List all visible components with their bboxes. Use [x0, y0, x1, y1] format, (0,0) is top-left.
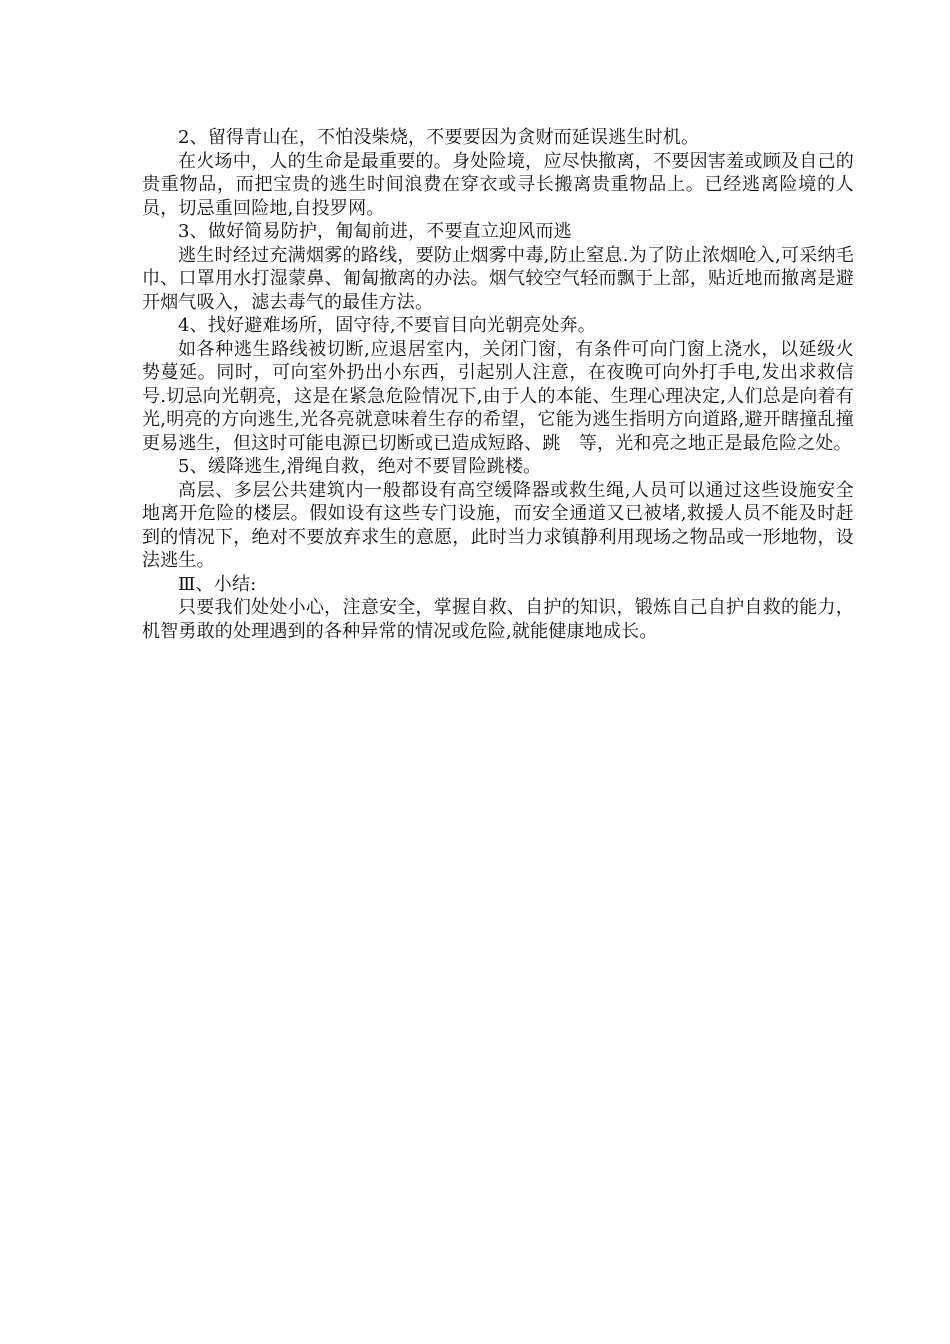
document-body: [142, 126, 854, 643]
paragraph-point-3-body: 逃生时经过充满烟雾的路线，要防止烟雾中毒,防止窒息.为了防止浓烟呛入,可采纳毛巾、口罩用水打湿蒙鼻、匍匐撤离的办法。烟气较空气轻而飘于上部，贴近地而撤离是避开烟气吸入，滤去毒气的最佳方法。: [142, 244, 854, 313]
heading-point-3: 3、做好简易防护，匍匐前进，不要直立迎风而逃: [178, 221, 572, 242]
paragraph-summary-body: 只要我们处处小心，注意安全，掌握自救、自护的知识，锻炼自己自护自救的能力，机智勇敢的处理遇到的各种异常的情况或危险,就能健康地成长。: [142, 597, 854, 642]
heading-point-4: 4、找好避难场所，固守待,不要盲目向光朝亮处奔。: [178, 315, 596, 336]
heading-point-5: 5、缓降逃生,滑绳自救，绝对不要冒险跳楼。: [178, 456, 542, 477]
heading-point-2: 2、留得青山在，不怕没柴烧，不要要因为贪财而延误逃生时机。: [178, 127, 700, 148]
heading-summary: Ⅲ、小结:: [178, 573, 257, 595]
paragraph-point-2-body: 在火场中，人的生命是最重要的。身处险境，应尽快撤离，不要因害羞或顾及自己的贵重物品，而把宝贵的逃生时间浪费在穿衣或寻长搬离贵重物品上。已经逃离险境的人员，切忌重回险地,自投罗网。: [142, 150, 854, 219]
paragraph-point-5-body: 高层、多层公共建筑内一般都设有高空缓降器或救生绳,人员可以通过这些设施安全地离开危险的楼层。假如设有这些专门设施，而安全通道又已被堵,救援人员不能及时赶到的情况下，绝对不要放弃求生的意愿，此时当力求镇静利用现场之物品或一形地物，设法逃生。: [142, 479, 854, 571]
paragraph-point-4-body: 如各种逃生路线被切断,应退居室内，关闭门窗，有条件可向门窗上浇水，以延级火势蔓延。同时，可向室外扔出小东西，引起别人注意，在夜晚可向外打手电,发出求救信号.切忌向光朝亮，这是在紧急危险情况下,由于人的本能、生理心理决定,人们总是向着有光,明亮的方向逃生,光各亮就意味着生存的希望，它能为逃生指明方向道路,避开瞎撞乱撞更易逃生，但这时可能电源已切断或已造成短路、跳 等，光和亮之地正是最危险之处。: [142, 338, 854, 454]
